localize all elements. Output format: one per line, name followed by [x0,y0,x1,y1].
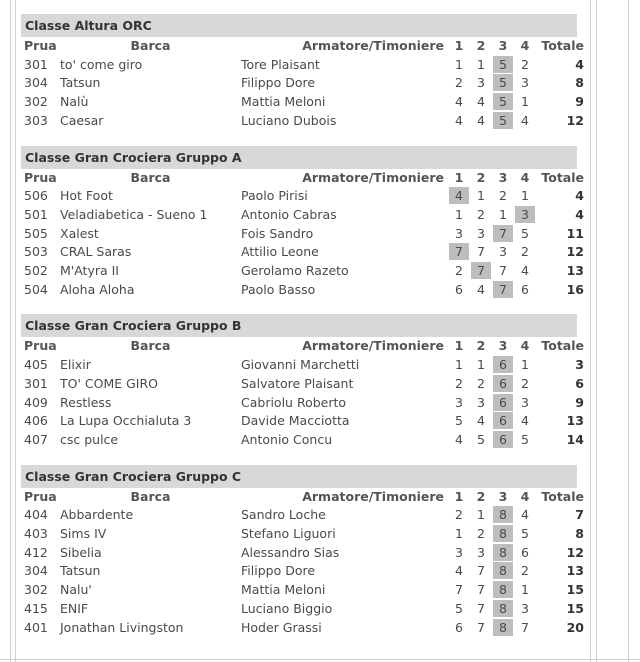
table-row [21,619,587,638]
header-totale: Totale [541,169,584,185]
cell-prua: 412 [24,544,48,560]
cell-prua: 503 [24,244,48,260]
discarded-score: 5 [493,93,513,110]
cell-race-3: 7 [499,263,507,279]
cell-prua: 302 [24,94,48,110]
cell-armatore: Paolo Pirisi [241,188,308,204]
cell-race-4: 1 [521,188,529,204]
cell-barca: Sims IV [60,526,107,542]
cell-race-2: 4 [477,112,485,128]
cell-totale: 12 [566,544,584,560]
cell-race-4: 3 [521,75,529,91]
cell-race-2: 1 [477,357,485,373]
cell-race-3-discarded [492,619,514,638]
cell-prua: 404 [24,507,48,523]
cell-barca: Tatsun [60,75,101,91]
cell-race-1: 3 [455,394,463,410]
cell-barca: Hot Foot [60,188,113,204]
cell-race-2: 3 [477,544,485,560]
cell-race-1: 5 [455,413,463,429]
left-border-line [10,0,11,662]
discarded-score: 5 [493,56,513,73]
cell-totale: 9 [575,94,584,110]
cell-race-1: 7 [455,582,463,598]
discarded-score: 7 [493,281,513,298]
cell-armatore: Giovanni Marchetti [241,357,360,373]
cell-armatore: Filippo Dore [241,75,316,91]
table-row [21,412,587,431]
cell-race-3: 1 [499,206,507,222]
cell-prua: 505 [24,225,48,241]
cell-race-3-discarded [492,581,514,600]
table-row [21,187,587,206]
cell-barca: ENIF [60,600,89,616]
table-header-row [21,488,587,507]
cell-barca: Jonathan Livingston [60,619,184,635]
cell-barca: to' come giro [60,56,143,72]
discarded-score: 6 [493,375,513,392]
table-row [21,525,587,544]
cell-race-3-discarded [492,562,514,581]
cell-race-1: 6 [455,619,463,635]
cell-totale: 14 [566,431,584,447]
table-row [21,112,587,131]
cell-prua: 502 [24,263,48,279]
cell-armatore: Alessandro Sias [241,544,340,560]
cell-race-4: 6 [521,281,529,297]
cell-armatore: Fois Sandro [241,225,314,241]
cell-prua: 304 [24,563,48,579]
cell-totale: 13 [566,563,584,579]
cell-race-2: 7 [477,244,485,260]
header-totale: Totale [541,488,584,504]
cell-race-3-discarded [492,93,514,112]
header-race-4: 4 [520,169,530,185]
cell-race-1: 2 [455,507,463,523]
cell-race-3-discarded [492,356,514,375]
discarded-score: 5 [493,74,513,91]
discarded-score: 8 [493,619,513,636]
cell-totale: 4 [575,188,584,204]
cell-armatore: Mattia Meloni [241,582,326,598]
cell-armatore: Davide Macciotta [241,413,350,429]
table-row [21,506,587,525]
cell-armatore: Stefano Liguori [241,526,336,542]
discarded-score: 8 [493,525,513,542]
table-header-row [21,37,587,56]
cell-totale: 16 [566,281,584,297]
cell-race-4: 2 [521,563,529,579]
header-barca: Barca [130,169,171,185]
header-race-4: 4 [520,338,530,354]
cell-armatore: Hoder Grassi [241,619,322,635]
cell-barca: Restless [60,394,112,410]
cell-race-2: 7 [477,619,485,635]
cell-armatore: Luciano Biggio [241,600,333,616]
cell-race-4: 7 [521,619,529,635]
cell-race-4: 4 [521,413,529,429]
cell-race-1-discarded [448,243,470,262]
table-row [21,281,587,300]
cell-race-4: 1 [521,94,529,110]
cell-prua: 409 [24,394,48,410]
header-armatore: Armatore/Timoniere [302,488,444,504]
cell-totale: 7 [575,507,584,523]
cell-prua: 403 [24,526,48,542]
cell-race-1: 1 [455,357,463,373]
cell-race-1: 4 [455,431,463,447]
discarded-score: 8 [493,581,513,598]
cell-race-4: 1 [521,357,529,373]
cell-race-4: 3 [521,600,529,616]
cell-race-1: 2 [455,263,463,279]
cell-race-3-discarded [492,375,514,394]
cell-race-2: 7 [477,600,485,616]
discarded-score: 7 [449,243,469,260]
cell-totale: 12 [566,112,584,128]
cell-race-2: 3 [477,225,485,241]
discarded-score: 7 [471,262,491,279]
table-row [21,56,587,75]
header-prua: Prua [24,338,57,354]
table-row [21,262,587,281]
table-row [21,93,587,112]
cell-prua: 401 [24,619,48,635]
header-armatore: Armatore/Timoniere [302,38,444,53]
table-row [21,562,587,581]
cell-totale: 13 [566,413,584,429]
header-barca: Barca [130,488,171,504]
table-row [21,225,587,244]
cell-race-4: 4 [521,263,529,279]
cell-race-1: 6 [455,281,463,297]
cell-prua: 304 [24,75,48,91]
cell-armatore: Attilio Leone [241,244,319,260]
table-row [21,600,587,619]
table-header-row [21,169,587,188]
cell-race-4: 5 [521,225,529,241]
cell-totale: 13 [566,263,584,279]
cell-prua: 406 [24,413,48,429]
cell-race-1: 1 [455,56,463,72]
cell-race-1: 4 [455,563,463,579]
discarded-score: 3 [515,206,535,223]
cell-race-1: 4 [455,112,463,128]
cell-armatore: Paolo Basso [241,281,316,297]
discarded-score: 7 [493,225,513,242]
cell-race-2: 1 [477,507,485,523]
discarded-score: 8 [493,600,513,617]
cell-race-3-discarded [492,431,514,450]
cell-race-3-discarded [492,412,514,431]
cell-race-4: 4 [521,507,529,523]
header-prua: Prua [24,169,57,185]
table-row [21,74,587,93]
cell-prua: 301 [24,56,48,72]
cell-prua: 405 [24,357,48,373]
right-border-line-inner [596,0,597,662]
header-race-3: 3 [498,338,508,354]
results-section [21,314,584,449]
cell-armatore: Mattia Meloni [241,94,326,110]
cell-race-3-discarded [492,74,514,93]
cell-race-4-discarded [514,206,536,225]
cell-prua: 301 [24,375,48,391]
header-prua: Prua [24,488,57,504]
header-prua: Prua [24,38,57,53]
cell-barca: Veladiabetica - Sueno 1 [60,206,208,222]
results-table [21,37,587,131]
table-row [21,431,587,450]
cell-armatore: Salvatore Plaisant [241,375,354,391]
results-section [21,146,584,300]
results-table [21,488,587,638]
cell-race-2: 2 [477,375,485,391]
discarded-score: 8 [493,562,513,579]
cell-race-1: 2 [455,75,463,91]
cell-race-3-discarded [492,225,514,244]
cell-race-2: 3 [477,75,485,91]
cell-race-3: 2 [499,188,507,204]
cell-prua: 303 [24,112,48,128]
cell-race-2: 1 [477,56,485,72]
header-race-1: 1 [454,38,464,53]
discarded-score: 6 [493,431,513,448]
cell-race-2: 7 [477,563,485,579]
cell-barca: csc pulce [60,431,119,447]
header-race-4: 4 [520,488,530,504]
cell-totale: 4 [575,206,584,222]
table-row [21,206,587,225]
cell-prua: 407 [24,431,48,447]
cell-totale: 3 [575,357,584,373]
cell-race-2: 4 [477,413,485,429]
discarded-score: 5 [493,112,513,129]
header-race-3: 3 [498,38,508,53]
cell-race-1: 5 [455,600,463,616]
cell-race-2: 2 [477,526,485,542]
cell-prua: 504 [24,281,48,297]
section-title: Classe Altura ORC [21,14,577,37]
section-title: Classe Gran Crociera Gruppo B [21,314,577,337]
results-section [21,465,584,638]
cell-totale: 8 [575,75,584,91]
discarded-score: 6 [493,356,513,373]
cell-race-4: 2 [521,244,529,260]
cell-armatore: Gerolamo Razeto [241,263,349,279]
cell-barca: La Lupa Occhialuta 3 [60,413,192,429]
left-border-line-inner [15,0,16,662]
cell-race-4: 4 [521,112,529,128]
cell-race-2: 2 [477,206,485,222]
cell-barca: CRAL Saras [60,244,132,260]
cell-race-1: 3 [455,225,463,241]
results-content [21,14,584,652]
cell-race-4: 6 [521,544,529,560]
cell-race-3-discarded [492,544,514,563]
cell-race-3-discarded [492,56,514,75]
cell-armatore: Tore Plaisant [241,56,320,72]
cell-barca: Aloha Aloha [60,281,135,297]
cell-race-2-discarded [470,262,492,281]
header-race-2: 2 [476,338,486,354]
cell-totale: 9 [575,394,584,410]
header-race-2: 2 [476,488,486,504]
table-row [21,581,587,600]
table-row [21,544,587,563]
cell-barca: Caesar [60,112,104,128]
discarded-score: 4 [449,187,469,204]
cell-prua: 501 [24,206,48,222]
cell-race-2: 5 [477,431,485,447]
cell-race-4: 2 [521,56,529,72]
header-armatore: Armatore/Timoniere [302,338,444,354]
cell-race-1-discarded [448,187,470,206]
header-race-3: 3 [498,169,508,185]
header-barca: Barca [130,338,171,354]
cell-race-3: 3 [499,244,507,260]
header-race-1: 1 [454,169,464,185]
bottom-border-line [0,659,640,660]
cell-totale: 15 [566,582,584,598]
cell-barca: Nalu' [60,582,92,598]
header-race-1: 1 [454,338,464,354]
cell-armatore: Luciano Dubois [241,112,337,128]
table-row [21,375,587,394]
cell-race-3-discarded [492,281,514,300]
cell-totale: 11 [566,225,584,241]
cell-totale: 6 [575,375,584,391]
cell-race-4: 5 [521,526,529,542]
discarded-score: 6 [493,412,513,429]
cell-barca: TO' COME GIRO [60,375,159,391]
cell-totale: 4 [575,56,584,72]
section-title: Classe Gran Crociera Gruppo C [21,465,577,488]
header-totale: Totale [541,338,584,354]
cell-armatore: Sandro Loche [241,507,326,523]
header-armatore: Armatore/Timoniere [302,169,444,185]
cell-armatore: Antonio Concu [241,431,333,447]
cell-race-4: 5 [521,431,529,447]
results-table [21,337,587,449]
cell-barca: Sibelia [60,544,102,560]
cell-race-4: 1 [521,582,529,598]
header-barca: Barca [130,38,171,53]
cell-barca: Abbardente [60,507,134,523]
cell-race-3-discarded [492,112,514,131]
cell-barca: M'Atyra II [60,263,119,279]
header-race-2: 2 [476,38,486,53]
discarded-score: 6 [493,394,513,411]
cell-race-3-discarded [492,600,514,619]
table-row [21,356,587,375]
cell-race-1: 3 [455,544,463,560]
cell-totale: 15 [566,600,584,616]
cell-race-2: 4 [477,94,485,110]
cell-barca: Xalest [60,225,99,241]
cell-race-2: 7 [477,582,485,598]
cell-prua: 302 [24,582,48,598]
table-row [21,243,587,262]
cell-armatore: Cabriolu Roberto [241,394,347,410]
right-border-line [590,0,591,662]
cell-race-2: 3 [477,394,485,410]
results-section [21,14,584,131]
cell-race-3-discarded [492,394,514,413]
header-race-1: 1 [454,488,464,504]
cell-barca: Tatsun [60,563,101,579]
cell-totale: 12 [566,244,584,260]
results-table [21,169,587,300]
cell-race-4: 2 [521,375,529,391]
cell-armatore: Antonio Cabras [241,206,337,222]
cell-race-1: 2 [455,375,463,391]
header-race-4: 4 [520,38,530,53]
cell-race-1: 4 [455,94,463,110]
cell-prua: 415 [24,600,48,616]
cell-barca: Nalù [60,94,89,110]
section-title: Classe Gran Crociera Gruppo A [21,146,577,169]
cell-race-2: 1 [477,188,485,204]
cell-race-2: 4 [477,281,485,297]
header-race-2: 2 [476,169,486,185]
discarded-score: 8 [493,544,513,561]
table-header-row [21,337,587,356]
cell-prua: 506 [24,188,48,204]
cell-race-1: 1 [455,206,463,222]
cell-totale: 8 [575,526,584,542]
cell-race-4: 3 [521,394,529,410]
cell-totale: 20 [566,619,584,635]
header-race-3: 3 [498,488,508,504]
discarded-score: 8 [493,506,513,523]
scrollbar-edge-line [628,0,629,662]
cell-barca: Elixir [60,357,91,373]
cell-armatore: Filippo Dore [241,563,316,579]
cell-race-1: 1 [455,526,463,542]
cell-race-3-discarded [492,506,514,525]
cell-race-3-discarded [492,525,514,544]
header-totale: Totale [541,38,584,53]
table-row [21,394,587,413]
